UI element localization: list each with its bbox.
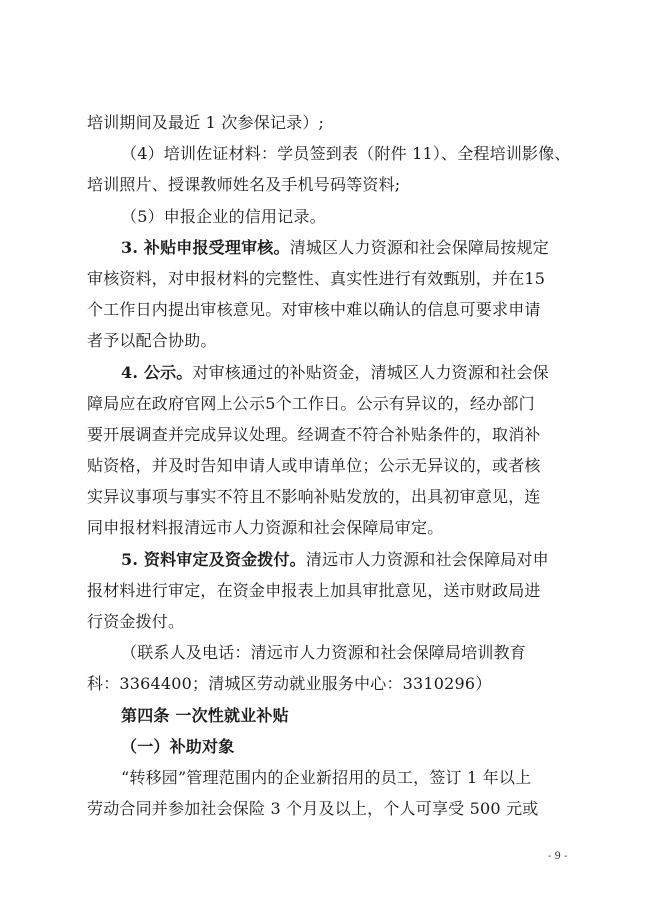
text-line: 报材料进行审定，在资金申报表上加具审批意见，送市财政局进 xyxy=(87,580,541,600)
item-4-first-line xyxy=(87,357,577,388)
text-line: 障局应在政府官网上公示5个工作日。公示有异议的，经办部门 xyxy=(87,393,535,413)
item-5-heading: 5. 资料审定及资金拨付。 xyxy=(121,549,306,569)
text-line: “转移园”管理范围内的企业新招用的员工，签订 1 年以上 xyxy=(121,767,532,787)
text-line: 行资金拨付。 xyxy=(87,612,185,631)
text-line: 个工作日内提出审核意见。对审核中难以确认的信息可要求申请 xyxy=(87,300,541,320)
contact-line: 科：3364400；清城区劳动就业服务中心：3310296） xyxy=(87,674,492,694)
text-line: 培训期间及最近 1 次参保记录）; xyxy=(87,113,325,132)
section-heading: （一）补助对象 xyxy=(121,736,235,756)
text-line: 同申报材料报清远市人力资源和社会保障局审定。 xyxy=(87,518,444,538)
text-line: 劳动合同并参加社会保险 3 个月及以上，个人可享受 500 元或 xyxy=(87,799,539,819)
item-4-heading: 4. 公示。 xyxy=(121,362,193,382)
item-4-text: 对审核通过的补贴资金，清城区人力资源和社会保 xyxy=(192,362,549,382)
text-line: 贴资格，并及时告知申请人或申请单位；公示无异议的，或者核 xyxy=(87,456,541,476)
item-5-text: 清远市人力资源和社会保障局对申 xyxy=(305,549,549,569)
contact-line: （联系人及电话：清远市人力资源和社会保障局培训教育 xyxy=(121,643,527,663)
text-line: 者予以配合协助。 xyxy=(87,331,217,351)
item-5-first-line xyxy=(87,544,577,575)
page-number: - 9 - xyxy=(548,851,568,862)
item-3-text: 清城区人力资源和社会保障局按规定 xyxy=(289,237,549,257)
body-text xyxy=(87,107,577,824)
text-line: （4）培训佐证材料：学员签到表（附件 11）、全程培训影像、 xyxy=(121,144,571,164)
text-line: 审核资料，对申报材料的完整性、真实性进行有效甄别，并在15 xyxy=(87,268,546,288)
text-line: 培训照片、授课教师姓名及手机号码等资料; xyxy=(87,175,401,195)
article-heading: 第四条 一次性就业补贴 xyxy=(121,705,289,725)
text-line: 要开展调查并完成异议处理。经调查不符合补贴条件的，取消补 xyxy=(87,424,541,444)
text-line: （5）申报企业的信用记录。 xyxy=(121,206,326,226)
text-line: 实异议事项与事实不符且不影响补贴发放的，出具初审意见，连 xyxy=(87,487,541,507)
item-3-heading: 3. 补贴申报受理审核。 xyxy=(121,237,290,257)
item-3-first-line xyxy=(87,232,577,263)
